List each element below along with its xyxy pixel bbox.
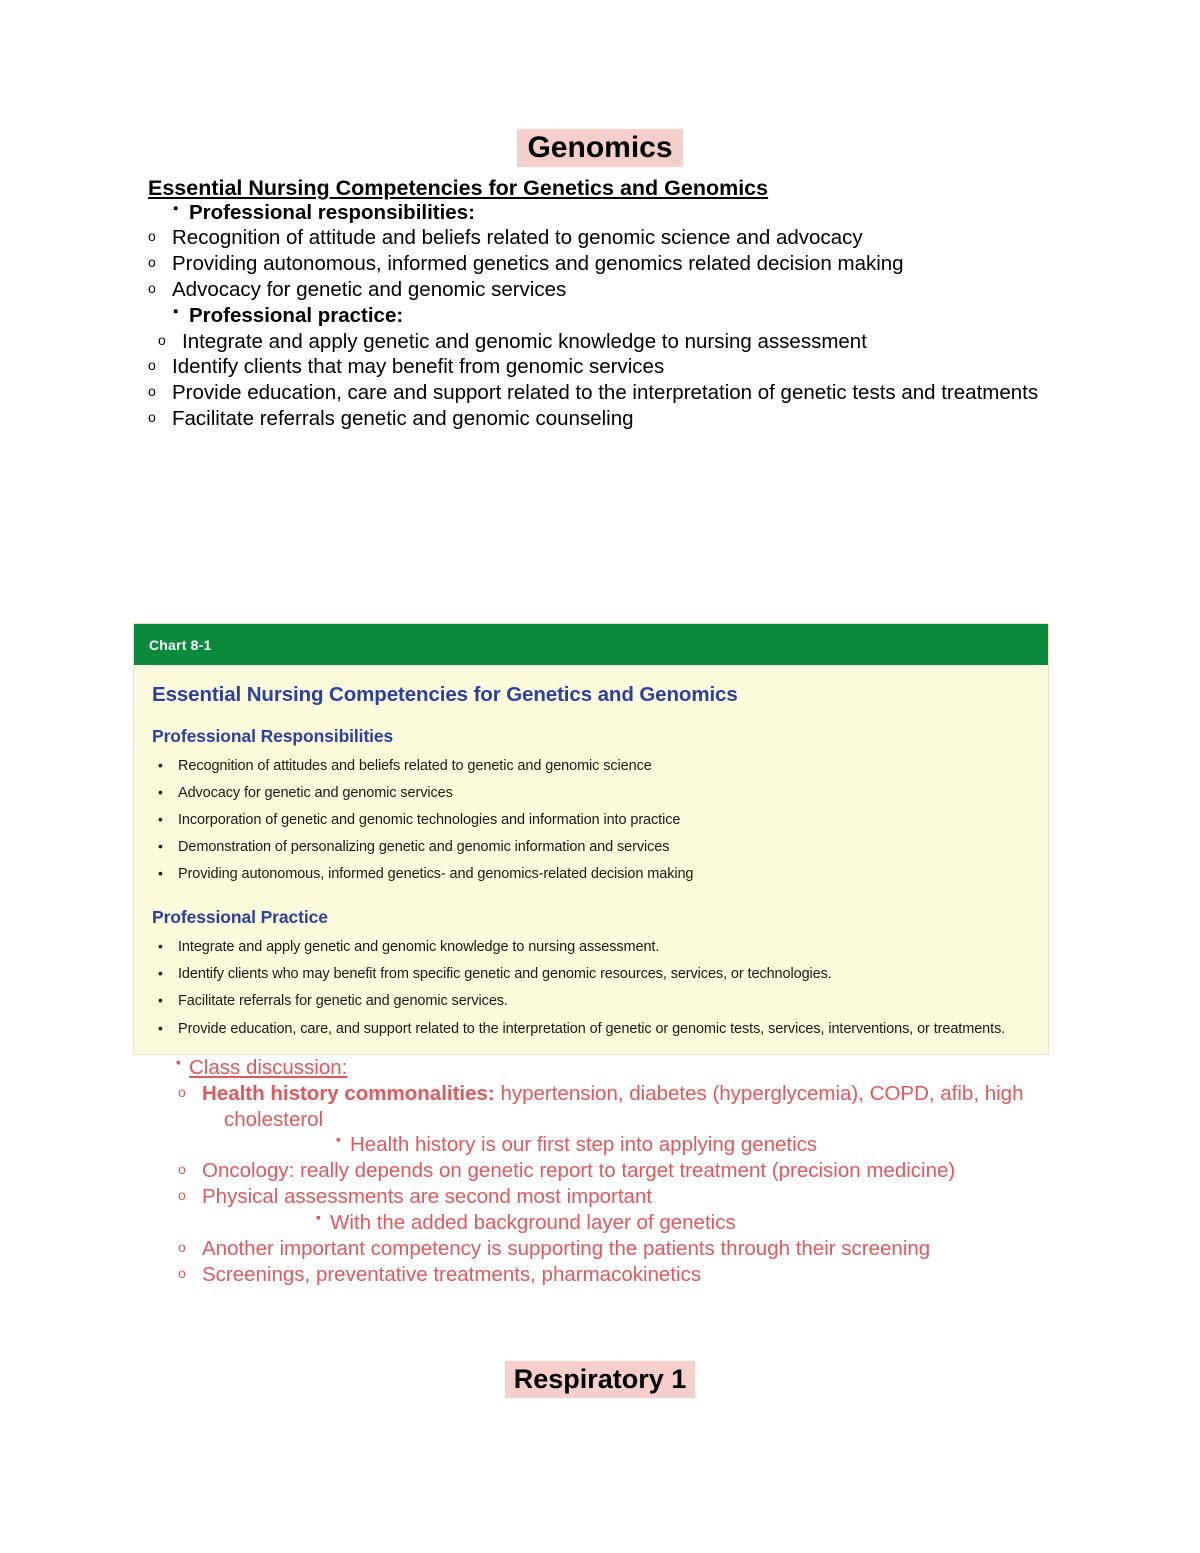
chart-list-item-text: Demonstration of personalizing genetic and genomic information and services — [178, 838, 670, 855]
chart-list-item — [152, 965, 1030, 983]
group-label: Professional responsibilities: — [189, 200, 475, 224]
group-professional-responsibilities — [173, 200, 1200, 226]
chart-title: Essential Nursing Competencies for Genetics and Genomics — [152, 683, 738, 706]
circle-bullet-icon: o — [158, 331, 166, 348]
circle-bullet-icon: o — [148, 279, 156, 296]
list-item-body: hypertension, diabetes (hyperglycemia), COPD, afib, high cholesterol — [224, 1081, 1024, 1131]
disc-bullet-icon: • — [158, 837, 163, 854]
disc-bullet-icon: • — [158, 783, 163, 800]
list-item — [316, 1210, 1076, 1236]
class-discussion-sublist-2 — [316, 1210, 1076, 1236]
group-label: Professional practice: — [189, 303, 404, 327]
square-bullet-icon: ▪ — [316, 1208, 321, 1225]
outline-item-level1 — [173, 303, 1200, 329]
chart-header-bar — [134, 624, 1048, 665]
circle-bullet-icon: o — [148, 409, 156, 426]
class-discussion-heading: Class discussion: — [189, 1056, 348, 1079]
disc-bullet-icon: • — [158, 992, 163, 1009]
list-item — [176, 1158, 1076, 1184]
chart-list-item — [152, 938, 1030, 956]
class-discussion-list — [176, 1081, 1076, 1133]
list-practice — [148, 329, 1200, 432]
circle-bullet-icon: o — [148, 383, 156, 400]
chart-list-item — [152, 992, 1030, 1010]
list-item-text: Oncology: really depends on genetic report to target treatment (precision medicine) — [202, 1159, 956, 1183]
list-item-text: Providing autonomous, informed genetics and genomics related decision making — [172, 252, 904, 276]
circle-bullet-icon: o — [178, 1161, 186, 1178]
group-professional-practice — [173, 303, 1200, 329]
chart-subheading-practice: Professional Practice — [152, 907, 328, 928]
section-title-respiratory — [0, 1366, 1200, 1393]
chart-list-item — [152, 1020, 1030, 1038]
section-title-text: Respiratory 1 — [505, 1361, 696, 1398]
chart-list-item-text: Advocacy for genetic and genomic services — [178, 784, 453, 801]
circle-bullet-icon: o — [148, 357, 156, 374]
circle-bullet-icon: o — [148, 254, 156, 271]
list-item-text: Physical assessments are second most important — [202, 1185, 653, 1209]
circle-bullet-icon: o — [178, 1083, 186, 1100]
list-item-text: With the added background layer of genetics — [330, 1210, 736, 1234]
chart-header-label: Chart 8-1 — [149, 637, 212, 653]
circle-bullet-icon: o — [178, 1264, 186, 1281]
class-discussion-list — [176, 1158, 1076, 1210]
list-item-text: Screenings, preventative treatments, pharmacokinetics — [202, 1262, 702, 1286]
class-discussion-heading-row — [176, 1055, 1076, 1081]
class-discussion-section — [176, 1055, 1076, 1287]
chart-list-item — [152, 757, 1030, 775]
chart-list-item-text: Recognition of attitudes and beliefs related to genetic and genomic science — [178, 757, 652, 774]
chart-list-item-text: Providing autonomous, informed genetics- and genomics-related decision making — [178, 866, 694, 883]
list-item — [336, 1132, 1076, 1158]
chart-list-item — [152, 811, 1030, 829]
chart-list-item-text: Integrate and apply genetic and genomic knowledge to nursing assessment. — [178, 939, 660, 956]
list-item — [148, 251, 1200, 277]
chart-list-item-text: Facilitate referrals for genetic and genomic services. — [178, 993, 508, 1010]
square-bullet-icon: ▪ — [173, 199, 179, 217]
square-bullet-icon: ▪ — [176, 1054, 181, 1070]
list-item — [176, 1262, 1076, 1288]
circle-bullet-icon: o — [148, 228, 156, 245]
list-item-lead: Health history commonalities: — [202, 1081, 495, 1105]
chart-list-item — [152, 784, 1030, 802]
class-discussion-list — [176, 1236, 1076, 1288]
circle-bullet-icon: o — [178, 1238, 186, 1255]
list-item-text: Integrate and apply genetic and genomic knowledge to nursing assessment — [182, 329, 867, 353]
chart-list-item — [152, 865, 1030, 883]
list-item-text: Provide education, care and support related to the interpretation of genetic tests and treatments — [172, 381, 1039, 405]
circle-bullet-icon: o — [178, 1187, 186, 1204]
list-item — [148, 380, 1200, 406]
list-item — [176, 1236, 1076, 1262]
disc-bullet-icon: • — [158, 965, 163, 982]
disc-bullet-icon: • — [158, 756, 163, 773]
chart-8-1-figure — [133, 623, 1049, 1055]
chart-subheading-responsibilities: Professional Responsibilities — [152, 725, 394, 746]
list-item-text — [202, 1081, 1076, 1133]
list-item — [176, 1184, 1076, 1210]
chart-list-item-text: Identify clients who may benefit from specific genetic and genomic resources, services, or technologies. — [178, 966, 832, 983]
disc-bullet-icon: • — [158, 1019, 163, 1036]
chart-list-practice — [152, 938, 1030, 1038]
disc-bullet-icon: • — [158, 938, 163, 955]
outline-item-level1 — [173, 200, 1200, 226]
square-bullet-icon: ▪ — [173, 302, 179, 320]
list-item-text: Another important competency is supporting the patients through their screening — [202, 1236, 931, 1260]
list-item-text: Identify clients that may benefit from genomic services — [172, 355, 665, 379]
list-item-text: Facilitate referrals genetic and genomic counseling — [172, 407, 634, 431]
notes-section — [148, 163, 1200, 432]
list-item — [148, 277, 1200, 303]
list-item-text: Health history is our first step into applying genetics — [350, 1133, 818, 1157]
notes-heading: Essential Nursing Competencies for Genetics and Genomics — [148, 176, 769, 200]
list-item — [176, 1081, 1076, 1133]
list-responsibilities — [148, 225, 1200, 302]
list-item — [148, 354, 1200, 380]
list-item-text: Recognition of attitude and beliefs related to genomic science and advocacy — [172, 226, 863, 250]
square-bullet-icon: ▪ — [336, 1131, 341, 1148]
page-title-text: Genomics — [517, 129, 682, 167]
chart-list-item-text: Incorporation of genetic and genomic technologies and information into practice — [178, 811, 681, 828]
page-title — [0, 0, 1200, 163]
list-item — [148, 406, 1200, 432]
chart-list-item — [152, 838, 1030, 856]
list-item-text: Advocacy for genetic and genomic services — [172, 277, 567, 301]
disc-bullet-icon: • — [158, 810, 163, 827]
chart-list-responsibilities — [152, 757, 1030, 884]
chart-list-item-text: Provide education, care, and support related to the interpretation of genetic or genomic tests, services, interventions, or treatments. — [178, 1020, 1006, 1037]
outline-item-level1 — [176, 1055, 1076, 1081]
chart-body — [134, 665, 1048, 1054]
list-item — [148, 329, 1200, 355]
class-discussion-sublist-0 — [336, 1132, 1076, 1158]
list-item — [148, 225, 1200, 251]
disc-bullet-icon: • — [158, 865, 163, 882]
